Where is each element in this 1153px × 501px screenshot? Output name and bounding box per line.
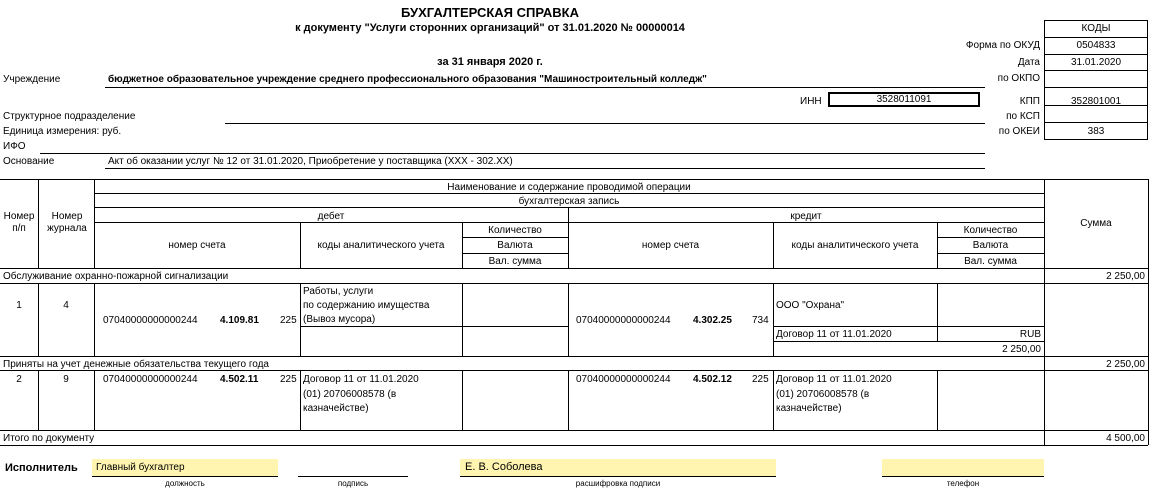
phone-caption: телефон bbox=[946, 479, 980, 488]
row-2-credit-account: 07040000000000244 bbox=[576, 374, 671, 385]
codes-header: КОДЫ bbox=[1081, 23, 1111, 34]
row-1-credit-account: 07040000000000244 bbox=[576, 315, 671, 326]
institution-value: бюджетное образовательное учреждение среднего профессионального образования "Машиностроительный колледж" bbox=[108, 74, 707, 85]
row-1-debit-analytics-2: по содержанию имущества bbox=[303, 300, 430, 311]
inn-value: 3528011091 bbox=[828, 92, 980, 107]
row-1-credit-analytics-1: ООО "Охрана" bbox=[776, 300, 845, 311]
credit-analytics-header: коды аналитического учета bbox=[791, 240, 919, 251]
row-1-credit-currency: RUB bbox=[1019, 329, 1041, 340]
row-2-credit-kosgu: 225 bbox=[752, 374, 769, 385]
doc-total-label: Итого по документу bbox=[3, 433, 95, 444]
row-2-debit-analytics-2: (01) 20706008578 (в bbox=[303, 389, 397, 400]
kpp-value: 352801001 bbox=[1070, 96, 1122, 107]
dept-label: Структурное подразделение bbox=[3, 111, 136, 122]
section-1-title: Обслуживание охранно-пожарной сигнализации bbox=[3, 271, 229, 282]
col-credit-header: кредит bbox=[790, 211, 822, 222]
row-2-journal: 9 bbox=[63, 374, 69, 385]
phone-field[interactable] bbox=[882, 459, 1044, 476]
row-2-num: 2 bbox=[16, 374, 22, 385]
position-value: Главный бухгалтер bbox=[96, 462, 185, 473]
row-1-credit-cursum: 2 250,00 bbox=[1002, 344, 1041, 355]
row-1-num: 1 bbox=[16, 300, 22, 311]
row-2-credit-code: 4.502.12 bbox=[693, 374, 732, 385]
row-2-debit-analytics-3: казначействе) bbox=[303, 403, 369, 414]
date-value: 31.01.2020 bbox=[1070, 57, 1122, 68]
row-2-credit-analytics-3: казначействе) bbox=[776, 403, 842, 414]
decode-caption: расшифровка подписи bbox=[575, 479, 661, 488]
okud-label: Форма по ОКУД bbox=[965, 40, 1040, 51]
row-1-journal: 4 bbox=[63, 300, 69, 311]
basis-value: Акт об оказании услуг № 12 от 31.01.2020, Приобретение у поставщика (ХХХ - 302.ХХ) bbox=[108, 156, 513, 167]
unit-label: Единица измерения: руб. bbox=[3, 126, 122, 137]
okpo-label: по ОКПО bbox=[997, 73, 1040, 84]
kpp-label: КПП bbox=[1019, 96, 1040, 107]
row-1-debit-kosgu: 225 bbox=[280, 315, 297, 326]
row-2-debit-kosgu: 225 bbox=[280, 374, 297, 385]
debit-qty-header: Количество bbox=[488, 225, 542, 236]
row-1-debit-analytics-1: Работы, услуги bbox=[303, 286, 374, 297]
section-2-total: 2 250,00 bbox=[1106, 359, 1145, 370]
debit-currency-header: Валюта bbox=[497, 240, 533, 251]
credit-currency-header: Валюта bbox=[972, 240, 1009, 251]
okei-value: 383 bbox=[1087, 126, 1105, 137]
col-operation-header: Наименование и содержание проводимой операции bbox=[447, 182, 691, 193]
section-1-total: 2 250,00 bbox=[1106, 271, 1145, 282]
col-journal-header: Номер журнала bbox=[47, 211, 87, 234]
row-1-credit-analytics-2: Договор 11 от 11.01.2020 bbox=[776, 329, 892, 340]
row-2-credit-analytics-2: (01) 20706008578 (в bbox=[776, 389, 870, 400]
date-label: Дата bbox=[1017, 57, 1040, 68]
row-2-debit-account: 07040000000000244 bbox=[103, 374, 198, 385]
credit-account-header: номер счета bbox=[641, 240, 700, 251]
okei-label: по ОКЕИ bbox=[998, 126, 1040, 137]
doc-subtitle: к документу "Услуги сторонних организаций" от 31.01.2020 № 00000014 bbox=[295, 22, 685, 34]
basis-label: Основание bbox=[3, 156, 55, 167]
row-1-debit-code: 4.109.81 bbox=[220, 315, 259, 326]
col-num-header: Номер п/п bbox=[3, 211, 35, 234]
row-2-debit-code: 4.502.11 bbox=[220, 374, 259, 385]
debit-cursum-header: Вал. сумма bbox=[488, 256, 542, 267]
inn-label: ИНН bbox=[800, 96, 822, 107]
doc-period: за 31 января 2020 г. bbox=[437, 56, 543, 68]
doc-total-value: 4 500,00 bbox=[1106, 433, 1145, 444]
institution-label: Учреждение bbox=[3, 74, 61, 85]
section-2-title: Приняты на учет денежные обязательства текущего года bbox=[3, 359, 269, 370]
col-entry-header: бухгалтерская запись bbox=[518, 196, 620, 207]
ifo-label: ИФО bbox=[3, 141, 26, 152]
debit-analytics-header: коды аналитического учета bbox=[317, 240, 445, 251]
col-debit-header: дебет bbox=[317, 211, 345, 222]
row-2-credit-analytics-1: Договор 11 от 11.01.2020 bbox=[776, 374, 892, 385]
name-value: Е. В. Соболева bbox=[465, 461, 543, 473]
row-2-debit-analytics-1: Договор 11 от 11.01.2020 bbox=[303, 374, 419, 385]
credit-qty-header: Количество bbox=[963, 225, 1018, 236]
sign-caption: подпись bbox=[337, 479, 369, 488]
row-1-credit-kosgu: 734 bbox=[752, 315, 769, 326]
doc-title: БУХГАЛТЕРСКАЯ СПРАВКА bbox=[401, 5, 579, 20]
position-caption: должность bbox=[165, 479, 205, 488]
debit-account-header: номер счета bbox=[168, 240, 226, 251]
okud-value: 0504833 bbox=[1076, 40, 1116, 51]
row-1-debit-account: 07040000000000244 bbox=[103, 315, 198, 326]
ksp-label: по КСП bbox=[1006, 111, 1040, 122]
executor-label: Исполнитель bbox=[5, 462, 78, 474]
col-sum-header: Сумма bbox=[1080, 218, 1112, 229]
row-1-debit-analytics-3: (Вывоз мусора) bbox=[303, 314, 376, 325]
row-1-credit-code: 4.302.25 bbox=[693, 315, 732, 326]
credit-cursum-header: Вал. сумма bbox=[964, 256, 1017, 267]
